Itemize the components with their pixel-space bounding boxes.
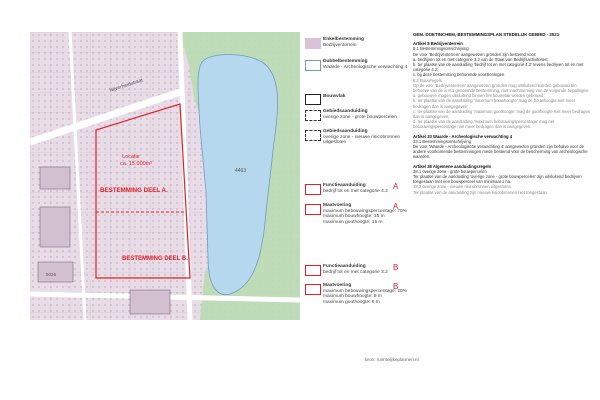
legend-title: Gebiedsaanduiding — [323, 109, 368, 114]
section-heading: Artikel 8 Bedrijventerrein — [413, 41, 463, 47]
legend-swatch — [305, 284, 321, 295]
legend-title: Maatvoering — [323, 203, 352, 208]
legend-swatch — [305, 38, 321, 49]
legend-title: Gebiedsaanduiding — [323, 129, 368, 134]
section-heading: Artikel 38 Algemene aanduidingsregels — [413, 163, 492, 169]
street-label: Nijverheidstraat — [108, 77, 144, 94]
section-heading: Artikel 33 Waarde - Archeologische verwachting 4 — [413, 133, 513, 139]
section-line: 33.1 Bestemmingsomschrijving — [413, 138, 471, 144]
legend-title: Bouwvlak — [323, 94, 346, 99]
legend-swatch — [305, 204, 321, 215]
map-legend — [305, 30, 415, 330]
section-line: De voor 'Waarde - Archeologische verwachting 4' aangewezen gronden zijn behalve voor de andere voorkomende bestemmingen mede bestemd voor de bescherming van archeologische waarden. — [413, 144, 588, 160]
section-gray-line: a. gebouwen mogen uitsluitend binnen het bouwvlak worden gebouwd; — [413, 93, 545, 99]
section-gray-line: 38.2 overige zone - nieuwe risicobronnen uitgesloten — [413, 184, 512, 190]
section-gray-line: d. ter plaatse van de aanduiding 'maximum bebouwingspercentage' mag het bebouwingspercentage niet meer bedragen dan is aangegeven. — [413, 119, 555, 130]
building — [130, 290, 170, 314]
legend-text: maximum bebouwingspercentage: 70% maximum bouwhoogte: 15 m maximum goothoogte: 15 m — [323, 208, 407, 225]
legend-text: bedrijf tot en met categorie 4.2 — [323, 188, 388, 194]
section-gray-line: c. ter plaatse van de aanduiding 'maximum goothoogte' mag de goothoogte niet meer bedragen dan is aangegeven; — [413, 108, 591, 120]
water-parcel-label: 4463 — [235, 168, 247, 174]
legend-swatch — [305, 94, 321, 105]
legend-text: overige zone - grote bouwpercelen — [323, 114, 397, 120]
legend-swatch — [305, 110, 321, 121]
deel-b-label: BESTEMMING DEEL B. — [122, 256, 188, 262]
section-gray-line: Ter plaatse van de aanduiding zijn nieuwe risicobronnen niet toegestaan. — [413, 189, 549, 195]
legend-title: Maatvoering — [323, 283, 352, 288]
legend-letter: A — [393, 182, 399, 191]
rules-section — [413, 41, 591, 129]
rules-title: GEM. DOETINCHEM, BESTEMMINGSPLAN STEDELIJK GEBIED - 2021 — [413, 32, 560, 37]
legend-title: Enkelbestemming — [323, 37, 365, 42]
legend-swatch — [305, 184, 321, 195]
rules-section — [413, 134, 591, 160]
deel-a-label: BESTEMMING DEEL A. — [100, 187, 168, 194]
legend-text: overige zone - nieuwe risicobronnen uitgesloten — [323, 134, 401, 146]
building — [40, 167, 70, 189]
source-footer: bron: ruimtelijkeplannen.nl — [365, 357, 419, 362]
zoning-rules-text — [413, 32, 591, 195]
legend-swatch — [305, 130, 321, 141]
legend-title: Dubbelbestemming — [323, 59, 368, 64]
section-line: c. bij deze bestemming behorende voorzieningen. — [413, 72, 506, 78]
legend-letter: A — [393, 202, 399, 211]
section-line: 38.1 overige zone - grote bouwpercelen — [413, 168, 487, 174]
zoning-map — [30, 32, 300, 320]
legend-swatch — [305, 60, 321, 71]
plot-size-label: Locatie — [122, 154, 140, 160]
section-line: De voor 'Bedrijventerrein' aangewezen gronden zijn bestemd voor: — [413, 51, 537, 57]
rules-section — [413, 164, 591, 195]
legend-text: maximum bebouwingspercentage: 20% maximum bouwhoogte: 9 m maximum goothoogte: 6 m — [323, 288, 407, 305]
plot-size-value: ca. 15.000m² — [120, 161, 153, 167]
legend-text: Bedrijventerrein — [323, 42, 357, 48]
legend-letter: B — [393, 263, 399, 272]
legend-letter: B — [393, 282, 399, 291]
section-gray-line: b. ter plaatse van de aanduiding 'maximum bouwhoogte' mag de bouwhoogte niet meer bedragen dan is aangegeven; — [413, 98, 576, 109]
section-gray-line: Op de voor 'Bedrijventerrein' aangewezen gronden mag uitsluitend worden gebouwd ten behoeve van de in 8.1 genoemde bestemming, met inachtneming van de volgende bepalingen: — [413, 82, 590, 94]
section-gray-line: 8.2 Bouwregels — [413, 77, 442, 83]
legend-text: Waarde - Archeologische verwachting 4 — [323, 64, 408, 70]
legend-text: bedrijf tot en met categorie 3.2 — [323, 269, 388, 275]
section-line: 8.1 Bestemmingsomschrijving — [413, 46, 469, 52]
legend-title: Functieaanduiding — [323, 183, 366, 188]
section-line: a. bedrijven tot en met categorie 3.2 van de Staat van Bedrijfsactiviteiten; — [413, 56, 549, 62]
section-line: b. ter plaatse van de aanduiding 'bedrijf tot en met categorie 4.2' tevens bedrijven tot en met categorie 4.2; — [413, 62, 584, 73]
legend-title: Functieaanduiding — [323, 264, 366, 269]
section-line: Ter plaatse van de aanduiding 'overige zone - grote bouwpercelen' zijn uitsluitend bedrijven toegestaan met een bouwperceel van minimaal 1 ha. — [413, 174, 582, 185]
building — [40, 207, 70, 247]
building-number-label: 5026 — [46, 272, 57, 277]
legend-swatch — [305, 265, 321, 276]
